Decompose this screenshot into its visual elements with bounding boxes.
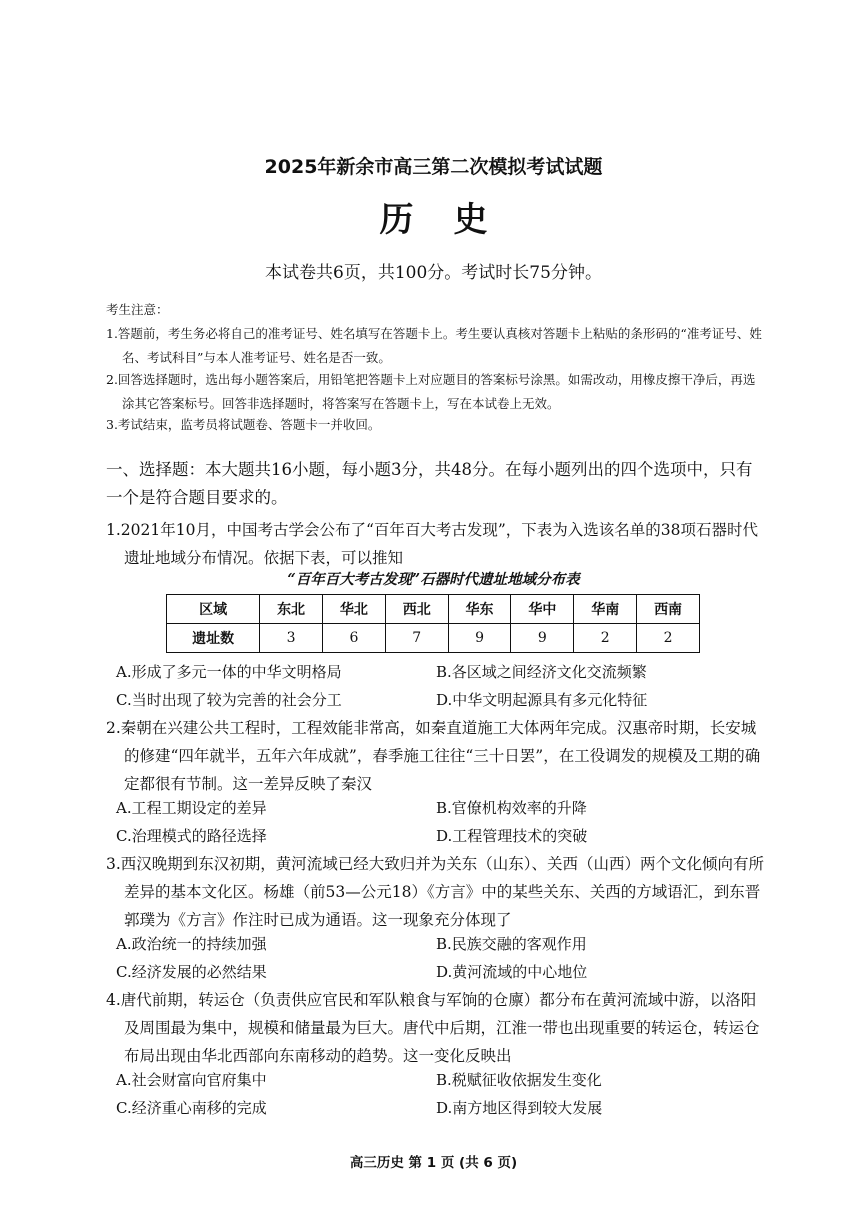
question-3 [106,850,766,934]
question-1 [106,516,766,572]
table-cell: 华东 [448,595,511,624]
question-stem: 2.秦朝在兴建公共工程时，工程效能非常高，如秦直道施工大体两年完成。汉惠帝时期，长安城的修建“四年就半，五年六年成就”，春季施工往往“三十日罢”，在工役调发的规模及工期的确定都很有节制。这一差异反映了秦汉 [106,719,761,793]
table-cell: 华南 [574,595,637,624]
question-stem: 3.西汉晚期到东汉初期，黄河流域已经大致归并为关东（山东）、关西（山西）两个文化倾向有所差异的基本文化区。杨雄（前53—公元18）《方言》中的某些关东、关西的方域语汇，到东晋郭璞为《方言》作注时已成为通语。这一现象充分体现了 [106,855,765,929]
page-footer: 高三历史 第 1 页 (共 6 页) [349,1155,518,1171]
table-header-row [167,595,700,624]
option-d: D.工程管理技术的突破 [436,827,588,845]
table-cell: 3 [260,624,323,653]
question-2-options [116,794,756,850]
notice-item: 1.答题前，考生务必将自己的准考证号、姓名填写在答题卡上。考生要认真核对答题卡上粘贴的条形码的“准考证号、姓名、考试科目”与本人准考证号、姓名是否一致。 [106,326,762,365]
notice-item: 3.考试结束，监考员将试题卷、答题卡一并收回。 [106,417,381,432]
option-a: A.工程工期设定的差异 [116,799,267,817]
option-d: D.南方地区得到较大发展 [436,1099,603,1117]
table-cell: 西南 [637,595,700,624]
question-4-options [116,1066,756,1122]
subject-title: 历史 [379,200,528,240]
option-a: A.政治统一的持续加强 [116,935,267,953]
table-cell: 9 [448,624,511,653]
table-cell: 9 [511,624,574,653]
table-cell: 遗址数 [167,624,260,653]
question-2 [106,714,766,798]
option-b: B.税赋征收依据发生变化 [436,1071,602,1089]
option-b: B.民族交融的客观作用 [436,935,587,953]
option-c: C.当时出现了较为完善的社会分工 [116,691,342,709]
table-cell: 华北 [322,595,385,624]
question-3-options [116,930,756,986]
option-a: A.形成了多元一体的中华文明格局 [116,663,342,681]
table-caption: “百年百大考古发现”石器时代遗址地域分布表 [287,571,580,588]
section-heading: 一、选择题：本大题共16小题，每小题3分，共48分。在每小题列出的四个选项中，只有一个是符合题目要求的。 [106,460,753,507]
question-stem: 1.2021年10月，中国考古学会公布了“百年百大考古发现”，下表为入选该名单的38项石器时代遗址地域分布情况。依据下表，可以推知 [106,521,759,567]
notice-heading: 考生注意： [106,302,169,317]
option-c: C.经济重心南移的完成 [116,1099,267,1117]
table-cell: 7 [385,624,448,653]
option-c: C.经济发展的必然结果 [116,963,267,981]
table-cell: 华中 [511,595,574,624]
option-c: C.治理模式的路径选择 [116,827,267,845]
notice-item: 2.回答选择题时，选出每小题答案后，用铅笔把答题卡上对应题目的答案标号涂黑。如需改动，用橡皮擦干净后，再选涂其它答案标号。回答非选择题时，将答案写在答题卡上，写在本试卷上无效。 [106,372,756,411]
option-b: B.各区域之间经济文化交流频繁 [436,663,647,681]
table-cell: 西北 [385,595,448,624]
question-1-options [116,658,756,714]
option-d: D.中华文明起源具有多元化特征 [436,691,648,709]
exam-info: 本试卷共6页，共100分。考试时长75分钟。 [265,263,602,283]
table-cell: 2 [637,624,700,653]
option-b: B.官僚机构效率的升降 [436,799,587,817]
table-row [167,624,700,653]
table-cell: 6 [322,624,385,653]
table-cell: 2 [574,624,637,653]
option-d: D.黄河流域的中心地位 [436,963,588,981]
table-cell: 东北 [260,595,323,624]
table-cell: 区域 [167,595,260,624]
exam-title: 2025年新余市高三第二次模拟考试试题 [264,156,603,178]
question-stem: 4.唐代前期，转运仓（负责供应官民和军队粮食与军饷的仓廪）都分布在黄河流域中游，以洛阳及周围最为集中，规模和储量最为巨大。唐代中后期，江淮一带也出现重要的转运仓，转运仓布局出现由华北西部向东南移动的趋势。这一变化反映出 [106,991,760,1065]
option-a: A.社会财富向官府集中 [116,1071,267,1089]
question-4 [106,986,766,1070]
distribution-table [166,594,700,653]
